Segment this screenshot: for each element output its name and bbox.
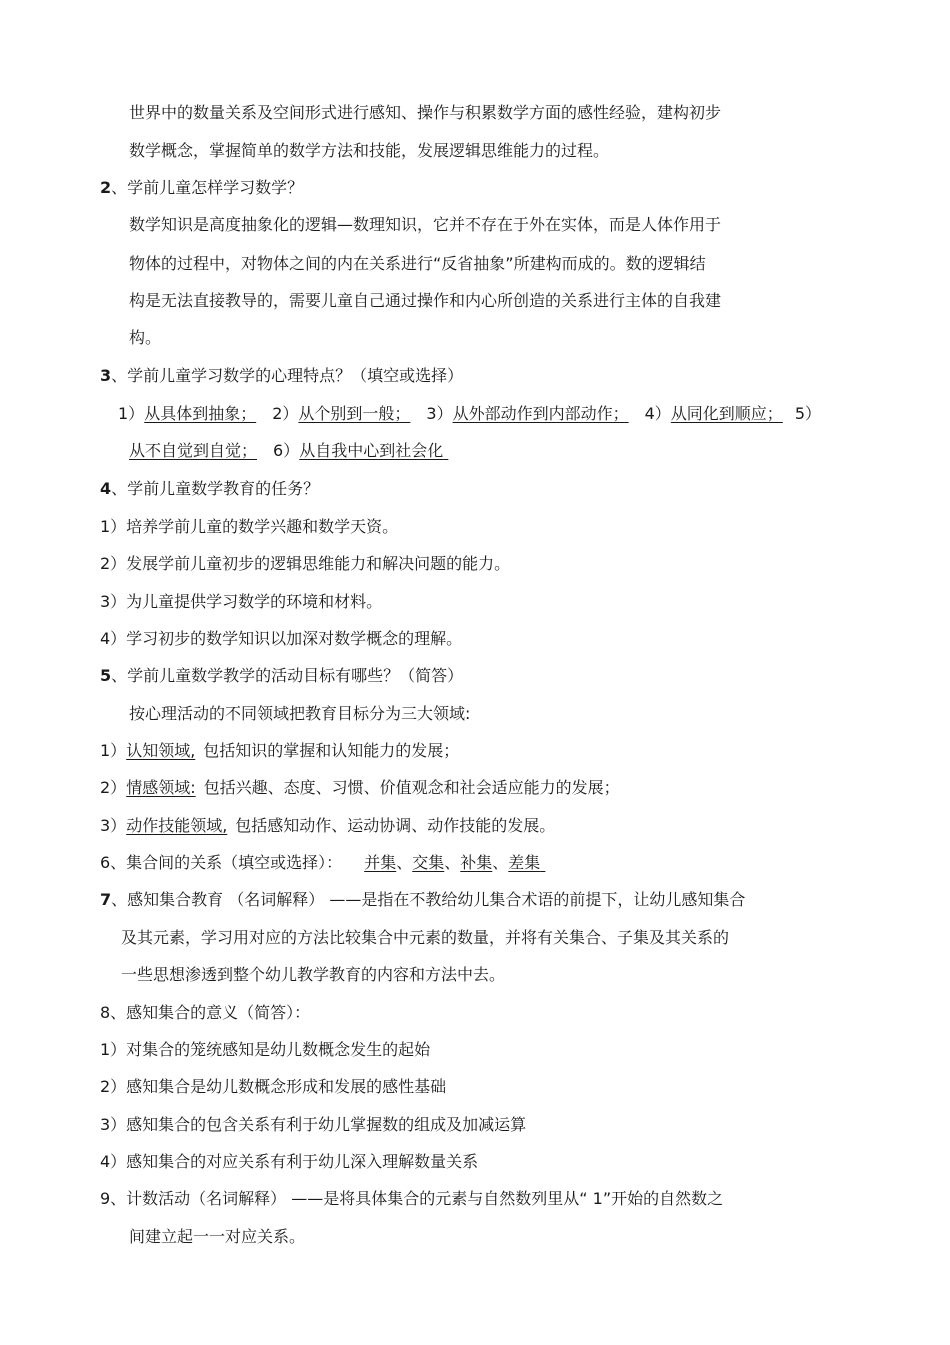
paragraph-line: 数学概念，掌握简单的数学方法和技能，发展逻辑思维能力的过程。 — [129, 141, 610, 160]
list-item: 4）感知集合的对应关系有利于幼儿深入理解数量关系 — [100, 1152, 479, 1171]
answer-list-line — [118, 403, 821, 425]
question-text: 、学前儿童学习数学的心理特点？（填空或选择） — [111, 366, 464, 385]
separator: 、 — [396, 853, 413, 872]
list-item: 3）感知集合的包含关系有利于幼儿掌握数的组成及加减运算 — [100, 1115, 527, 1134]
separator: 、 — [492, 853, 509, 872]
answer-keyword: 补集 — [460, 853, 493, 872]
question-heading-7 — [100, 889, 745, 911]
question-number: 7 — [100, 890, 112, 909]
separator: 、 — [444, 853, 461, 872]
paragraph-line: 一些思想渗透到整个幼儿教学教育的内容和方法中去。 — [121, 965, 506, 984]
answer-list-line — [129, 440, 457, 462]
answer-keyword: 从自我中心到社会化 — [299, 441, 444, 460]
answer-keyword: 差集 — [508, 853, 541, 872]
answer-keyword: 认知领域, — [126, 741, 196, 760]
paragraph-line: 世界中的数量关系及空间形式进行感知、操作与积累数学方面的感性经验，建构初步 — [129, 103, 722, 122]
question-heading-8: 8、感知集合的意义（简答）： — [100, 1003, 311, 1022]
question-number: 2 — [100, 178, 112, 197]
answer-keyword: 并集 — [364, 853, 397, 872]
list-item: 2）发展学前儿童初步的逻辑思维能力和解决问题的能力。 — [100, 554, 511, 573]
answer-keyword: 从具体到抽象； — [144, 404, 257, 423]
item-prefix: 1） — [100, 741, 127, 760]
question-number: 5 — [100, 666, 112, 685]
question-text: 、学前儿童数学教学的活动目标有哪些？（简答） — [111, 666, 464, 685]
question-heading-9: 9、计数活动（名词解释） ——是将具体集合的元素与自然数列里从“ 1”开始的自然数之 — [100, 1189, 724, 1208]
question-number: 3 — [100, 366, 112, 385]
list-item — [100, 777, 620, 799]
paragraph-line: 构。 — [129, 328, 162, 347]
answer-keyword: 从同化到顺应； — [670, 404, 783, 423]
question-text: 、学前儿童数学教育的任务？ — [111, 479, 320, 498]
list-item: 2）感知集合是幼儿数概念形成和发展的感性基础 — [100, 1077, 447, 1096]
question-heading-3 — [100, 365, 463, 387]
item-text: 包括知识的掌握和认知能力的发展； — [203, 741, 460, 760]
list-item: 3）为儿童提供学习数学的环境和材料。 — [100, 592, 383, 611]
item-prefix: 4） — [644, 404, 671, 423]
answer-keyword: 从个别到一般； — [298, 404, 411, 423]
question-text: 、学前儿童怎样学习数学？ — [111, 178, 304, 197]
paragraph-line: 物体的过程中，对物体之间的内在关系进行“反省抽象”所建构而成的。数的逻辑结 — [129, 254, 706, 273]
item-prefix: 3） — [100, 816, 127, 835]
item-prefix: 2） — [100, 778, 127, 797]
item-text: 包括兴趣、态度、习惯、价值观念和社会适应能力的发展； — [203, 778, 620, 797]
list-item — [100, 815, 555, 837]
paragraph-line: 间建立起一一对应关系。 — [129, 1227, 306, 1246]
answer-keyword: 从外部动作到内部动作； — [452, 404, 629, 423]
item-prefix: 5） — [794, 404, 821, 423]
list-item: 1）对集合的笼统感知是幼儿数概念发生的起始 — [100, 1040, 431, 1059]
paragraph-line: 构是无法直接教导的，需要儿童自己通过操作和内心所创造的关系进行主体的自我建 — [129, 291, 722, 310]
answer-keyword: 情感领域: — [126, 778, 196, 797]
paragraph-line: 按心理活动的不同领域把教育目标分为三大领域: — [129, 704, 471, 723]
answer-keyword: 动作技能领域, — [126, 816, 228, 835]
question-heading-6 — [100, 852, 554, 874]
question-text: 6、集合间的关系（填空或选择）： — [100, 853, 343, 872]
item-text: 包括感知动作、运动协调、动作技能的发展。 — [235, 816, 556, 835]
list-item: 4）学习初步的数学知识以加深对数学概念的理解。 — [100, 629, 463, 648]
question-heading-4 — [100, 478, 319, 500]
question-text: 、感知集合教育 （名词解释） ——是指在不教给幼儿集合术语的前提下，让幼儿感知集合 — [111, 890, 746, 909]
answer-keyword: 交集 — [412, 853, 445, 872]
item-prefix: 1） — [118, 404, 145, 423]
item-prefix: 6） — [273, 441, 300, 460]
question-heading-2 — [100, 177, 303, 199]
list-item — [100, 740, 459, 762]
item-prefix: 2） — [272, 404, 299, 423]
paragraph-line: 数学知识是高度抽象化的逻辑—数理知识，它并不存在于外在实体，而是人体作用于 — [129, 215, 722, 234]
answer-keyword: 从不自觉到自觉； — [129, 441, 258, 460]
list-item: 1）培养学前儿童的数学兴趣和数学天资。 — [100, 517, 399, 536]
paragraph-line: 及其元素，学习用对应的方法比较集合中元素的数量，并将有关集合、子集及其关系的 — [121, 928, 730, 947]
item-prefix: 3） — [426, 404, 453, 423]
question-heading-5 — [100, 665, 463, 687]
question-number: 4 — [100, 479, 112, 498]
